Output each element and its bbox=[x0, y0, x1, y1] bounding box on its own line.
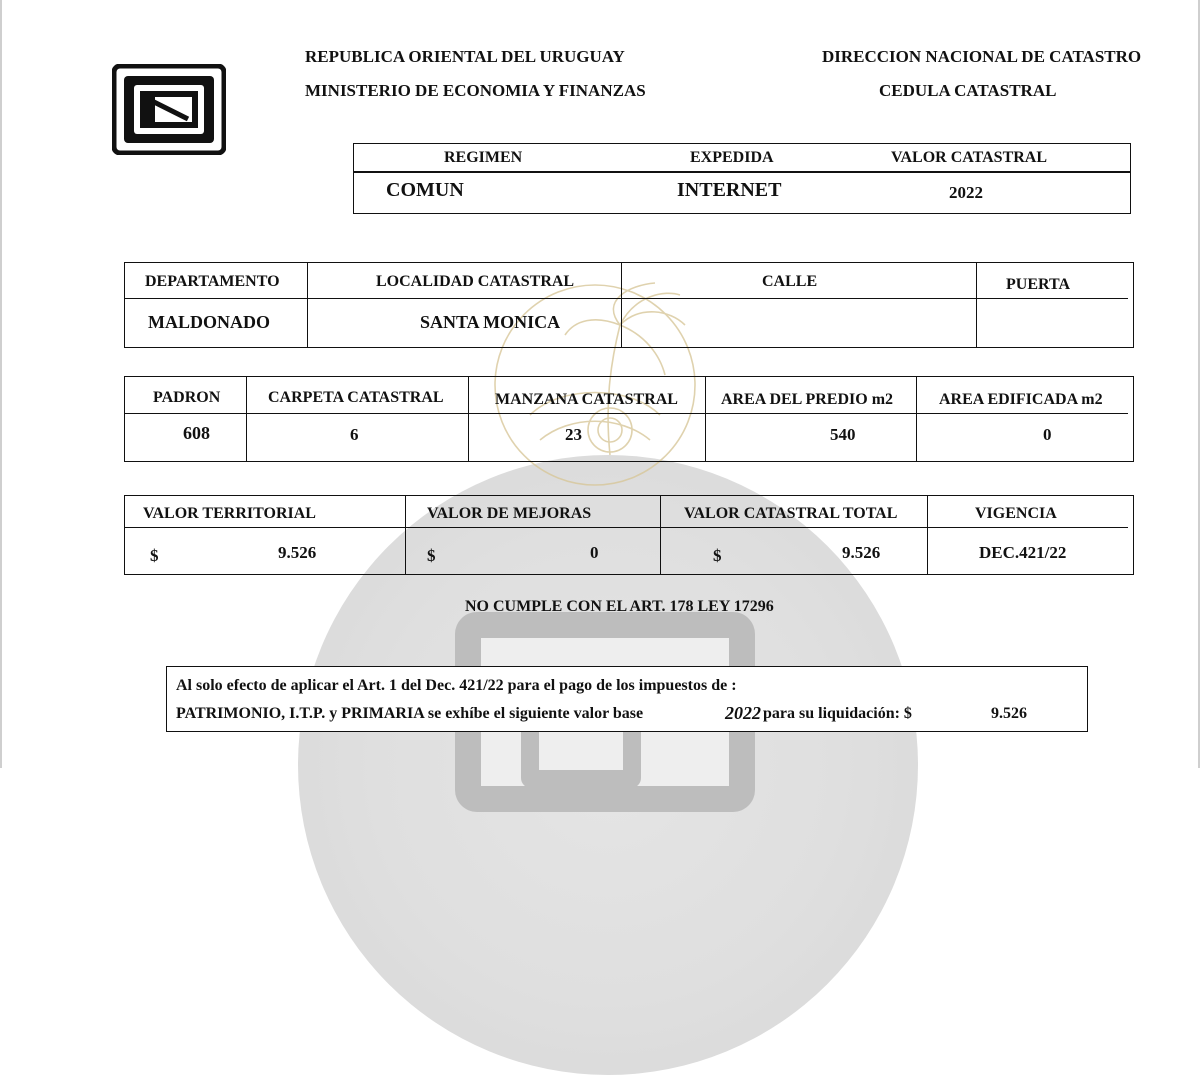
country-title: REPUBLICA ORIENTAL DEL URUGUAY bbox=[305, 47, 625, 66]
parcel-header-divider bbox=[124, 413, 1128, 414]
padron-value: 608 bbox=[183, 423, 210, 443]
regimen-divider bbox=[353, 171, 1131, 173]
expedida-label: EXPEDIDA bbox=[690, 149, 774, 166]
footer-line-2-suffix: para su liquidación: $ bbox=[763, 705, 912, 722]
parcel-col-divider-2 bbox=[468, 376, 469, 462]
catastro-logo-icon bbox=[112, 64, 226, 155]
manzana-label: MANZANA CATASTRAL bbox=[495, 391, 678, 408]
location-header-divider bbox=[124, 298, 1128, 299]
parcel-col-divider-4 bbox=[916, 376, 917, 462]
mejoras-currency: $ bbox=[427, 546, 436, 565]
compliance-notice: NO CUMPLE CON EL ART. 178 LEY 17296 bbox=[465, 598, 774, 615]
location-col-divider-3 bbox=[976, 262, 977, 348]
values-col-divider-3 bbox=[927, 495, 928, 575]
puerta-label: PUERTA bbox=[1006, 276, 1071, 293]
footer-year: 2022 bbox=[725, 703, 761, 723]
regimen-value: COMUN bbox=[386, 179, 464, 201]
mejoras-label: VALOR DE MEJORAS bbox=[427, 505, 592, 522]
ministry-title: MINISTERIO DE ECONOMIA Y FINANZAS bbox=[305, 81, 646, 100]
mejoras-value: 0 bbox=[590, 543, 599, 562]
territorial-label: VALOR TERRITORIAL bbox=[143, 505, 316, 522]
carpeta-label: CARPETA CATASTRAL bbox=[268, 389, 444, 406]
territorial-value: 9.526 bbox=[278, 543, 317, 562]
expedida-value: INTERNET bbox=[677, 179, 782, 201]
vigencia-value: DEC.421/22 bbox=[979, 543, 1067, 562]
total-label: VALOR CATASTRAL TOTAL bbox=[684, 505, 898, 522]
calle-label: CALLE bbox=[762, 273, 818, 290]
padron-label: PADRON bbox=[153, 389, 221, 406]
territorial-currency: $ bbox=[150, 546, 159, 565]
area-predio-label: AREA DEL PREDIO m2 bbox=[721, 391, 894, 408]
values-col-divider-1 bbox=[405, 495, 406, 575]
valor-year: 2022 bbox=[949, 183, 983, 202]
location-col-divider-1 bbox=[307, 262, 308, 348]
total-value: 9.526 bbox=[842, 543, 881, 562]
manzana-value: 23 bbox=[565, 425, 582, 444]
document-type-title: CEDULA CATASTRAL bbox=[879, 81, 1057, 100]
values-col-divider-2 bbox=[660, 495, 661, 575]
localidad-value: SANTA MONICA bbox=[420, 312, 561, 332]
regimen-label: REGIMEN bbox=[444, 149, 523, 166]
footer-amount: 9.526 bbox=[991, 705, 1027, 722]
parcel-col-divider-1 bbox=[246, 376, 247, 462]
vigencia-label: VIGENCIA bbox=[975, 505, 1057, 522]
departamento-label: DEPARTAMENTO bbox=[145, 273, 280, 290]
area-predio-value: 540 bbox=[830, 425, 856, 444]
page-edge-left bbox=[0, 0, 2, 768]
parcel-col-divider-3 bbox=[705, 376, 706, 462]
localidad-label: LOCALIDAD CATASTRAL bbox=[376, 273, 575, 290]
valor-catastral-label: VALOR CATASTRAL bbox=[891, 149, 1048, 166]
footer-line-1: Al solo efecto de aplicar el Art. 1 del Dec. 421/22 para el pago de los impuestos de : bbox=[176, 677, 737, 694]
footer-line-2: PATRIMONIO, I.T.P. y PRIMARIA se exhíbe el siguiente valor base bbox=[176, 705, 644, 722]
total-currency: $ bbox=[713, 546, 722, 565]
area-edificada-label: AREA EDIFICADA m2 bbox=[939, 391, 1103, 408]
agency-title: DIRECCION NACIONAL DE CATASTRO bbox=[822, 47, 1142, 66]
values-header-divider bbox=[124, 527, 1128, 528]
carpeta-value: 6 bbox=[350, 425, 359, 444]
area-edificada-value: 0 bbox=[1043, 425, 1052, 444]
departamento-value: MALDONADO bbox=[148, 312, 270, 332]
location-col-divider-2 bbox=[621, 262, 622, 348]
